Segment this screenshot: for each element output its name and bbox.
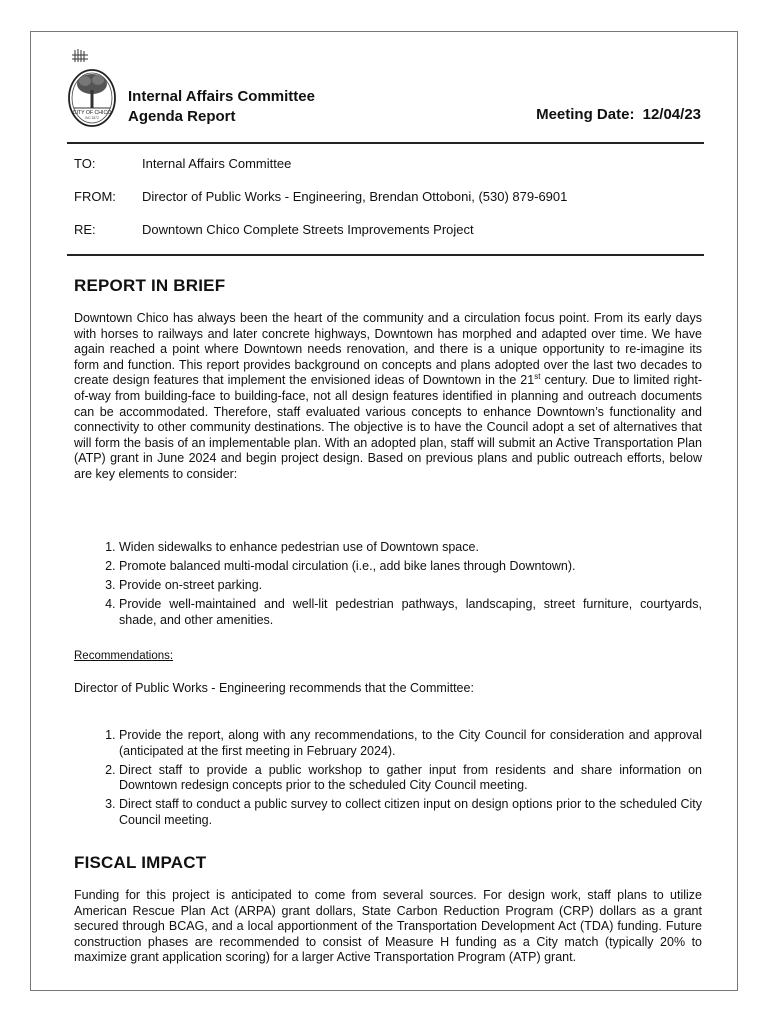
header-divider	[67, 142, 704, 144]
brief-text-superscript: st	[534, 372, 541, 382]
brief-text-part2: century. Due to limited right-of-way from building-face to building-face, not all design features identified in planning and outreach documents can be accommodated. Therefore, staff evaluated various concepts to enhance Downtown’s functionality and connectivity to other community destinations. The objective is to have the Council adopt a set of alternatives that will form the basis of an implementable plan. With an adopted plan, staff will submit an Active Transportation Plan (ATP) grant in June 2024 and begin project design. Based on previous plans and public outreach efforts, below are key elements to consider:	[74, 373, 703, 481]
recommendations-list	[74, 728, 702, 832]
recommendations-intro: Director of Public Works - Engineering recommends that the Committee:	[74, 681, 474, 695]
list-item: 3. Direct staff to conduct a public survey to collect citizen input on design options prior to the scheduled City Council meeting.	[119, 797, 702, 828]
recommendations-label: Recommendations:	[74, 650, 174, 662]
memo-from-label: FROM:	[74, 189, 116, 204]
header-title-block	[128, 87, 315, 127]
svg-text:INC 1872: INC 1872	[85, 116, 99, 120]
report-type: Agenda Report	[128, 108, 236, 125]
memo-from-value: Director of Public Works - Engineering, Brendan Ottoboni, (530) 879-6901	[142, 189, 568, 204]
list-item: 1. Provide the report, along with any recommendations, to the City Council for consideration and approval (anticipated at the first meeting in February 2024).	[119, 728, 702, 759]
brief-text-part1: Downtown Chico has always been the heart of the community and a circulation focus point. From its early days with horses to railways and later concrete highways, Downtown has morphed and adapted over time. We have again reached a point where Downtown needs renovation, and there is a unique opportunity to re-imagine its form and function. This report provides background on concepts and plans adopted over the last two decades to create design features that implement the envisioned ideas of Downtown in the 21	[74, 311, 702, 388]
memo-divider	[67, 254, 704, 256]
list-item: 1. Widen sidewalks to enhance pedestrian use of Downtown space.	[119, 540, 702, 556]
committee-title: Internal Affairs Committee	[128, 88, 315, 105]
meeting-date-label: Meeting Date:	[536, 106, 635, 123]
document-page	[30, 31, 738, 991]
svg-text:CITY OF CHICO: CITY OF CHICO	[72, 110, 112, 116]
report-in-brief-heading: REPORT IN BRIEF	[74, 276, 226, 295]
key-elements-list	[74, 540, 702, 632]
memo-to-value: Internal Affairs Committee	[142, 156, 292, 171]
list-item: 4. Provide well-maintained and well-lit pedestrian pathways, landscaping, street furniture, courtyards, shade, and other amenities.	[119, 597, 702, 628]
city-seal-logo	[66, 46, 118, 128]
meeting-date-value: 12/04/23	[642, 106, 701, 123]
fiscal-impact-paragraph: Funding for this project is anticipated to come from several sources. For design work, staff plans to utilize American Rescue Plan Act (ARPA) grant dollars, State Carbon Reduction Program (CRP) dollars as a grant secured through BCAG, and a local apportionment of the Transportation Development Act (TDA) funding. Future construction phases are recommended to consist of Measure H funding as a City match (typically 20% to maximize grant application scoring) for a larger Active Transportation Program (ATP) grant.	[74, 888, 702, 965]
report-in-brief-paragraph	[74, 311, 702, 483]
meeting-date	[536, 106, 701, 123]
memo-to-label: TO:	[74, 156, 96, 171]
list-item: 3. Provide on-street parking.	[119, 578, 702, 594]
memo-re-value: Downtown Chico Complete Streets Improvements Project	[142, 222, 474, 237]
fiscal-impact-heading: FISCAL IMPACT	[74, 853, 207, 872]
memo-re-label: RE:	[74, 222, 96, 237]
list-item: 2. Direct staff to provide a public workshop to gather input from residents and share information on Downtown redesign concepts prior to the scheduled City Council meeting.	[119, 763, 702, 794]
list-item: 2. Promote balanced multi-modal circulation (i.e., add bike lanes through Downtown).	[119, 559, 702, 575]
